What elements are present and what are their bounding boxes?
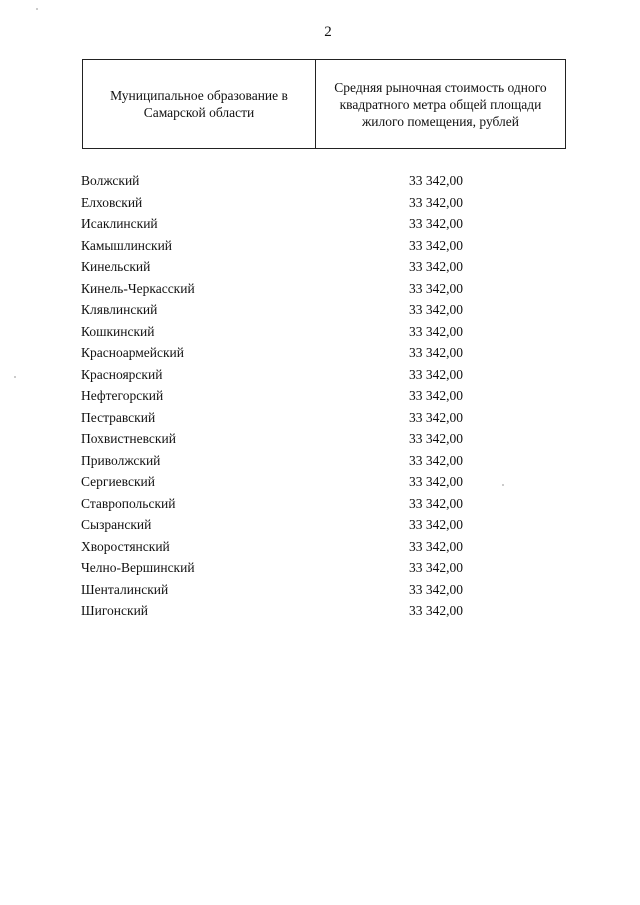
price-value: 33 342,00 [409, 409, 463, 425]
municipality-name: Похвистневский [81, 431, 176, 446]
municipality-name: Шигонский [81, 603, 149, 618]
table-row [0, 256, 640, 278]
table-row [0, 557, 640, 579]
header-price: Средняя рыночная стоимость одного квадратного метра общей площади жилого помещения, рублей [334, 79, 547, 129]
table-row [0, 600, 640, 622]
municipality-name: Красноярский [81, 366, 163, 382]
price-value: 33 342,00 [409, 495, 463, 511]
municipality-name: Исаклинский [81, 216, 158, 231]
table-row [0, 213, 640, 235]
header-municipality: Муниципальное образование в Самарской области [83, 60, 316, 148]
price-value: 33 342,00 [409, 388, 463, 403]
price-value: 33 342,00 [409, 280, 463, 296]
price-value: 33 342,00 [409, 173, 463, 188]
table-row [0, 407, 640, 429]
table-row [0, 493, 640, 515]
table-row [0, 385, 640, 407]
municipality-name: Кинель-Черкасский [81, 280, 195, 296]
municipality-name: Красноармейский [81, 345, 185, 360]
table-row [0, 536, 640, 558]
price-value: 33 342,00 [409, 216, 463, 231]
municipality-name: Хворостянский [81, 538, 170, 554]
price-value: 33 342,00 [409, 366, 463, 382]
municipality-name: Пестравский [81, 409, 156, 425]
price-value: 33 342,00 [409, 560, 463, 575]
price-value: 33 342,00 [409, 517, 463, 532]
table-row [0, 514, 640, 536]
price-value: 33 342,00 [409, 345, 463, 360]
price-value: 33 342,00 [409, 581, 463, 597]
municipality-name: Елховский [81, 194, 143, 210]
price-value: 33 342,00 [409, 474, 463, 489]
price-value: 33 342,00 [409, 237, 463, 253]
price-value: 33 342,00 [409, 603, 463, 618]
price-value: 33 342,00 [409, 323, 463, 339]
price-value: 33 342,00 [409, 431, 463, 446]
table-row [0, 428, 640, 450]
municipality-name: Нефтегорский [81, 388, 164, 403]
price-value: 33 342,00 [409, 259, 463, 274]
table-header [82, 59, 566, 149]
municipality-name: Кошкинский [81, 323, 155, 339]
table-row [0, 450, 640, 472]
municipality-name: Кинельский [81, 259, 151, 274]
table-row [0, 342, 640, 364]
scan-speck [502, 484, 504, 486]
municipality-name: Приволжский [81, 452, 161, 468]
price-value: 33 342,00 [409, 302, 463, 317]
municipality-name: Челно-Вершинский [81, 560, 195, 575]
scan-speck [14, 376, 16, 378]
price-value: 33 342,00 [409, 452, 463, 468]
table-row [0, 299, 640, 321]
table-row [0, 278, 640, 300]
price-value: 33 342,00 [409, 194, 463, 210]
price-value: 33 342,00 [409, 538, 463, 554]
table-row [0, 579, 640, 601]
table-row [0, 170, 640, 192]
table-row [0, 471, 640, 493]
municipality-name: Сызранский [81, 517, 152, 532]
table-row [0, 235, 640, 257]
municipality-list [0, 170, 640, 622]
scan-speck [36, 8, 38, 10]
municipality-name: Шенталинский [81, 581, 169, 597]
table-row [0, 321, 640, 343]
municipality-name: Камышлинский [81, 237, 173, 253]
municipality-name: Волжский [81, 173, 140, 188]
table-row [0, 192, 640, 214]
municipality-name: Клявлинский [81, 302, 158, 317]
municipality-name: Ставропольский [81, 495, 176, 511]
municipality-name: Сергиевский [81, 474, 155, 489]
page-number: 2 [324, 24, 332, 40]
table-row [0, 364, 640, 386]
